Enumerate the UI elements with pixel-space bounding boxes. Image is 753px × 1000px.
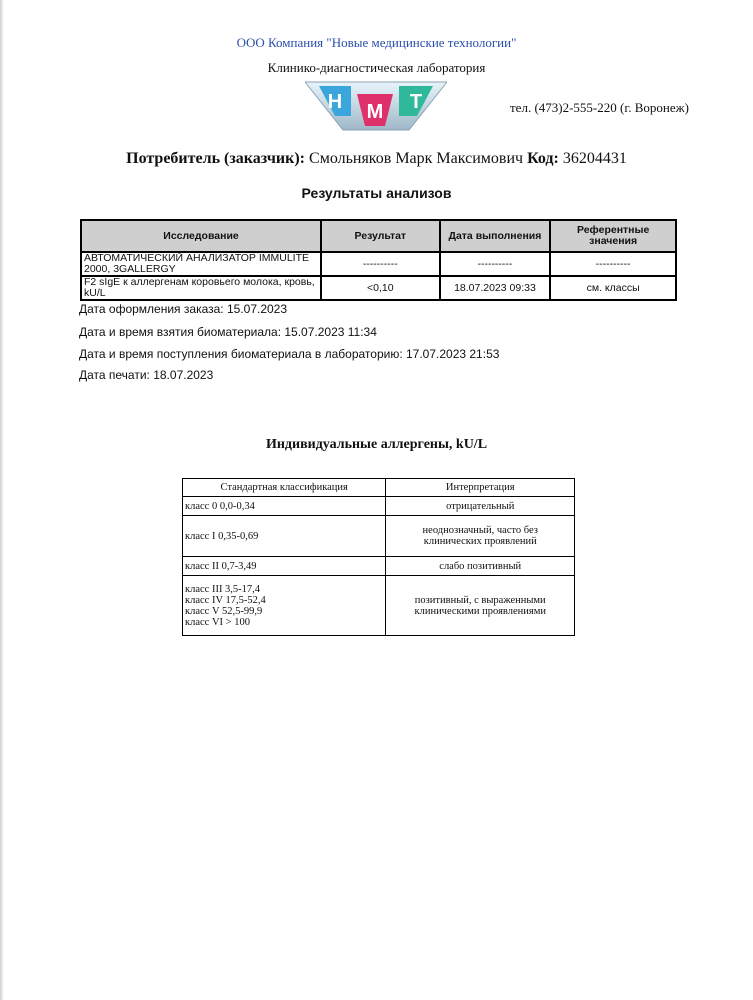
cell-test: АВТОМАТИЧЕСКИЙ АНАЛИЗАТОР IMMULITE 2000, 3GALLERGY [81,252,321,276]
allergens-title: Индивидуальные аллергены, kU/L [265,437,488,452]
class-line: класс V 52,5-99,9 [185,605,263,617]
class-line: класс IV 17,5-52,4 [185,594,266,606]
table-row [81,276,676,300]
classification-table [182,478,575,636]
logo-letter-t: Т [409,91,423,113]
interpretation-line: клиническими проявлениями [414,605,546,617]
cell-result: <0,10 [321,276,440,300]
column-header-reference: Референтные значения [550,220,676,252]
classification-header-row [183,479,575,497]
class-cell [183,516,386,557]
class-line: класс II 0,7-3,49 [185,560,257,572]
interpretation-cell [386,557,575,576]
table-row [183,497,575,516]
consumer-label: Потребитель (заказчик): [126,150,306,167]
interpretation-cell [386,497,575,516]
column-header-result: Результат [321,220,440,252]
class-line: класс 0 0,0-0,34 [185,500,255,512]
results-header-row [81,220,676,252]
results-table [80,219,677,301]
consumer-line [0,150,753,168]
table-row [81,252,676,276]
class-cell [183,497,386,516]
interpretation-line: позитивный, с выраженными [414,594,546,606]
class-cell [183,576,386,636]
table-row [183,576,575,636]
consumer-name: Смольняков Марк Максимович [309,150,524,167]
interpretation-line: клинических проявлений [423,536,537,547]
column-header-interpretation: Интерпретация [386,479,575,497]
class-line: класс III 3,5-17,4 [185,583,261,595]
sampling-datetime: Дата и время взятия биоматериала: 15.07.2023 11:34 [79,325,377,339]
results-title: Результаты анализов [301,185,452,201]
consumer-code: 36204431 [562,150,627,167]
phone-number: тел. (473)2-555-220 (г. Воронеж) [510,100,689,115]
nmt-logo [305,80,447,132]
laboratory-name: Клинико-диагностическая лаборатория [267,60,486,75]
cell-test: F2 sIgE к аллергенам коровьего молока, кровь, kU/L [81,276,321,300]
column-header-date: Дата выполнения [440,220,551,252]
column-header-classification: Стандартная классификация [183,479,386,497]
cell-date: ---------- [440,252,551,276]
class-line: класс VI > 100 [185,616,250,628]
print-date: Дата печати: 18.07.2023 [79,368,214,382]
logo-letter-m: М [366,101,384,123]
interpretation-line: слабо позитивный [439,560,522,572]
cell-date: 18.07.2023 09:33 [440,276,551,300]
cell-reference: ---------- [550,252,676,276]
class-cell [183,557,386,576]
column-header-test: Исследование [81,220,321,252]
interpretation-line: неоднозначный, часто без [422,525,538,536]
interpretation-cell [386,576,575,636]
cell-reference: см. классы [550,276,676,300]
order-date: Дата оформления заказа: 15.07.2023 [79,302,288,316]
table-row [183,516,575,557]
class-line: класс I 0,35-0,69 [185,530,259,542]
code-label: Код: [527,150,559,167]
cell-result: ---------- [321,252,440,276]
arrival-datetime: Дата и время поступления биоматериала в лабораторию: 17.07.2023 21:53 [79,347,500,361]
interpretation-line: отрицательный [446,500,515,512]
table-row [183,557,575,576]
logo-letter-n: Н [327,91,343,113]
company-name: ООО Компания "Новые медицинские технологии" [236,35,517,50]
interpretation-cell [386,516,575,557]
